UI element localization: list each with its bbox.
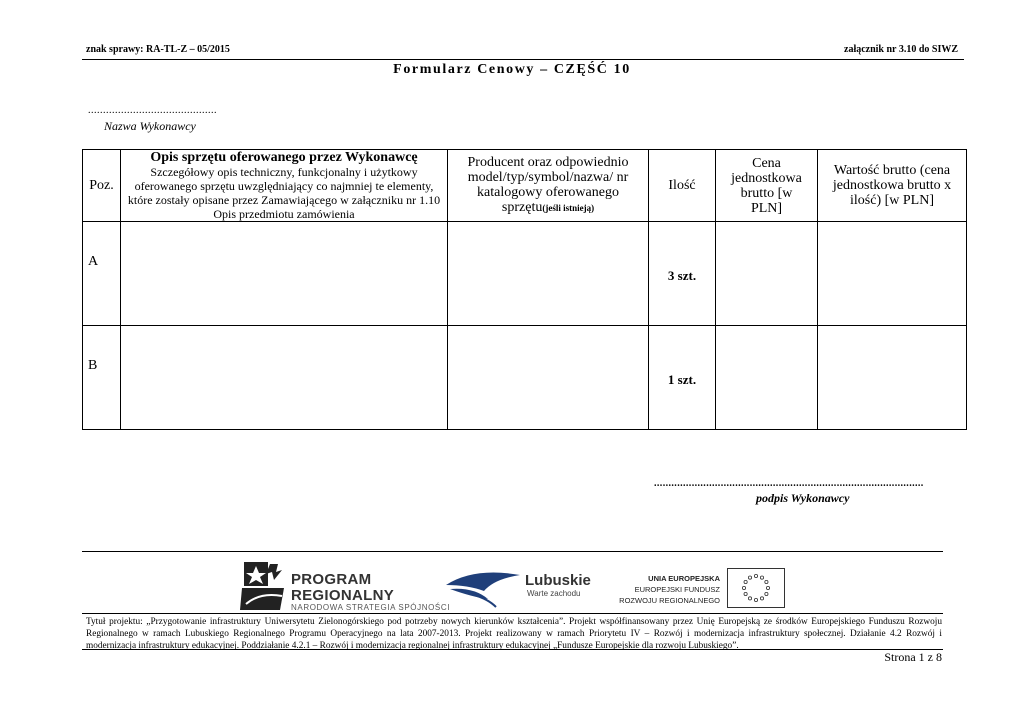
cell-unit-price[interactable] [716,222,818,326]
program-regionalny-subtitle: NARODOWA STRATEGIA SPÓJNOŚCI [291,603,451,612]
footer-divider-bottom [82,649,943,650]
contractor-name-dots: ........................................... [88,105,217,116]
row-quantity: 1 szt. [667,372,697,387]
row-position: B [88,358,98,373]
program-line2: REGIONALNY [291,587,395,604]
lubuskie-tagline: Warte zachodu [527,589,581,598]
attachment-label: załącznik nr 3.10 do SIWZ [844,44,958,55]
col-header-poz: Poz. [83,150,121,222]
row-position: A [88,254,99,269]
case-reference: znak sprawy: RA-TL-Z – 05/2015 [86,44,230,55]
cell-description[interactable] [121,326,448,430]
col-header-producer [448,150,649,222]
col-header-description-body: Szczegółowy opis techniczny, funkcjonalny i użytkowy oferowanego sprzętu uwzględniający co najmniej te elementy, które zostały opisane przez Zamawiającego w załączniku nr 1.10 Opis przedmiotu zamówienia [127,165,441,221]
cell-quantity [649,222,716,326]
col-header-description [121,150,448,222]
col-header-quantity: Ilość [649,150,716,222]
table-row [83,326,967,430]
footer-divider-middle [82,613,943,614]
cell-unit-price[interactable] [716,326,818,430]
eu-line3: ROZWOJU REGIONALNEGO [619,596,720,605]
col-header-producer-text: Producent oraz odpowiednio model/typ/symbol/nazwa/ nr katalogowy oferowanego sprzętu [467,155,629,215]
program-regionalny-logo-text [291,572,394,604]
price-form-table [82,149,967,430]
cell-quantity [649,326,716,430]
cell-poz [83,326,121,430]
program-line1: PROGRAM [291,571,372,588]
table-header-row [83,150,967,222]
cell-total-value[interactable] [818,222,967,326]
cell-total-value[interactable] [818,326,967,430]
program-regionalny-logo-icon [238,558,288,612]
cell-producer[interactable] [448,326,649,430]
contractor-name-label: Nazwa Wykonawcy [104,119,196,133]
header-divider [82,59,964,60]
cell-description[interactable] [121,222,448,326]
col-header-unit-price: Cena jednostkowa brutto [w PLN] [716,150,818,222]
eu-line1: UNIA EUROPEJSKA [648,574,720,583]
project-footnote: Tytuł projektu: „Przygotowanie infrastruktury Uniwersytetu Zielonogórskiego pod potrzeby nowych kierunków kształcenia”. Projekt współfinansowany przez Unię Europejską ze środków Europejskiego Funduszu Rozwoju Regionalnego w ramach Lubuskiego Regionalnego Programu Operacyjnego na lata 2007-2013. Projekt realizowany w ramach Priorytetu IV – Rozwój i modernizacja infrastruktury społecznej. Działanie 4.2 Rozwój i modernizacja infrastruktury edukacyjnej. Poddziałanie 4.2.1 – Rozwój i modernizacja regionalnej infrastruktury edukacyjnej „Fundusze Europejskie dla rozwoju Lubuskiego”. [86,617,942,651]
col-header-description-title: Opis sprzętu oferowanego przez Wykonawcę [150,150,418,165]
eu-flag-icon [727,568,785,608]
lubuskie-name: Lubuskie [525,572,591,589]
row-quantity: 3 szt. [667,268,697,283]
cell-producer[interactable] [448,222,649,326]
col-header-producer-note: (jeśli istnieją) [542,203,595,213]
eu-line2: EUROPEJSKI FUNDUSZ [634,585,720,594]
signature-label: podpis Wykonawcy [756,491,850,505]
table-row [83,222,967,326]
page-title: Formularz Cenowy – CZĘŚĆ 10 [393,62,631,77]
signature-dots: ............................................................................................. [654,478,924,489]
lubuskie-logo-icon [444,565,522,609]
page-number: Strona 1 z 8 [884,650,942,664]
col-header-total-value: Wartość brutto (cena jednostkowa brutto x ilość) [w PLN] [818,150,967,222]
footer-divider-top [82,551,943,552]
cell-poz [83,222,121,326]
eu-fund-text [612,573,720,606]
